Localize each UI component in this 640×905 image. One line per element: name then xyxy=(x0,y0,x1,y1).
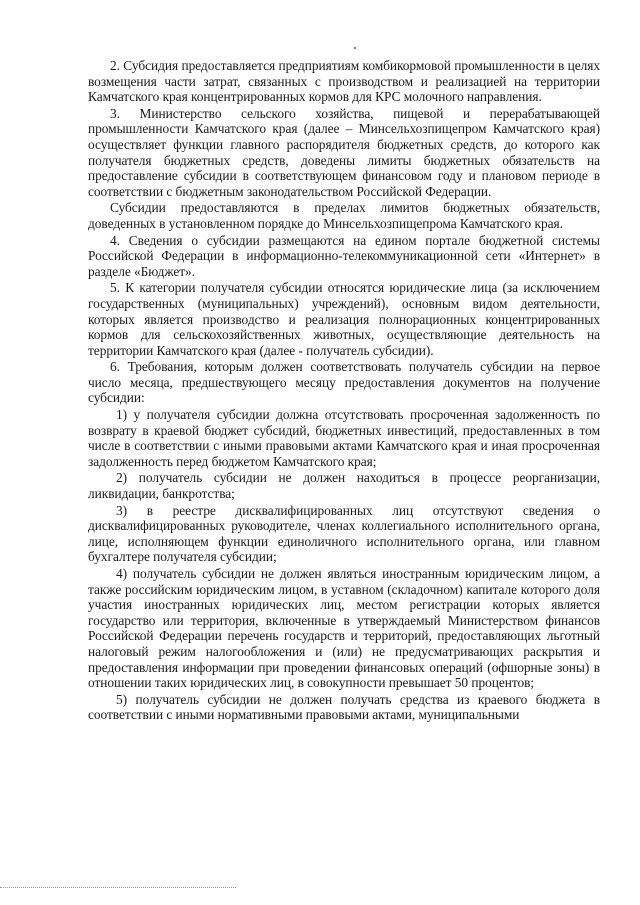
document-page xyxy=(88,58,600,724)
paragraph-3-limits: Субсидии предоставляются в пределах лимитов бюджетных обязательств, доведенных в установленном порядке до Минсельхозпищепрома Камчатского края. xyxy=(88,200,600,231)
scan-speck xyxy=(354,47,356,49)
requirement-2: 2) получатель субсидии не должен находиться в процессе реорганизации, ликвидации, банкротства; xyxy=(88,470,600,502)
requirement-4: 4) получатель субсидии не должен являться иностранным юридическим лицом, а также российским юридическим лицом, в уставном (складочном) капитале которого доля участия иностранных юридических лиц, местом регистрации которых является государство или территория, включенные в утверждаемый Министерством финансов Российской Федерации перечень государств и территорий, предоставляющих льготный налоговый режим налогообложения и (или) не предусматривающих раскрытия и предоставления информации при проведении финансовых операций (офшорные зоны) в отношении таких юридических лиц, в совокупности превышает 50 процентов; xyxy=(88,566,600,691)
requirement-1: 1) у получателя субсидии должна отсутствовать просроченная задолженность по возврату в краевой бюджет субсидий, бюджетных инвестиций, предоставленных в том числе в соответствии с иными правовыми актами Камчатского края и иная просроченная задолженность перед бюджетом Камчатского края; xyxy=(88,407,600,469)
paragraph-5: 5. К категории получателя субсидии относятся юридические лица (за исключением государственных (муниципальных) учреждений), основным видом деятельности, которых является производство и реализация полнорационных концентрированных кормов для сельскохозяйственных животных, осуществляющие деятельность на территории Камчатского края (далее - получатель субсидии). xyxy=(88,280,600,358)
paragraph-3: 3. Министерство сельского хозяйства, пищевой и перерабатывающей промышленности Камчатского края (далее – Минсельхозпищепром Камчатского края) осуществляет функции главного распорядителя бюджетных средств, до которого как получателя бюджетных средств, доведены лимиты бюджетных обязательств на предоставление субсидии в соответствующем финансовом году и плановом периоде в соответствии с бюджетным законодательством Российской Федерации. xyxy=(88,105,600,199)
paragraph-6: 6. Требования, которым должен соответствовать получатель субсидии на первое число месяца, предшествующего месяцу предоставления документов на получение субсидии: xyxy=(88,359,600,406)
paragraph-2: 2. Субсидия предоставляется предприятиям комбикормовой промышленности в целях возмещения части затрат, связанных с производством и реализацией на территории Камчатского края концентрированных кормов для КРС молочного направления. xyxy=(88,58,600,105)
requirement-3: 3) в реестре дисквалифицированных лиц отсутствуют сведения о дисквалифицированных руководителе, членах коллегиального исполнительного органа, лице, исполняющем функции единоличного исполнительного органа, или главном бухгалтере получателя субсидии; xyxy=(88,502,600,565)
page-bottom-rule xyxy=(0,887,236,888)
requirement-5: 5) получатель субсидии не должен получать средства из краевого бюджета в соответствии с иными нормативными правовыми актами, муниципальными xyxy=(88,691,600,723)
paragraph-4: 4. Сведения о субсидии размещаются на едином портале бюджетной системы Российской Федерации в информационно-телекоммуникационной сети «Интернет» в разделе «Бюджет». xyxy=(88,232,600,279)
